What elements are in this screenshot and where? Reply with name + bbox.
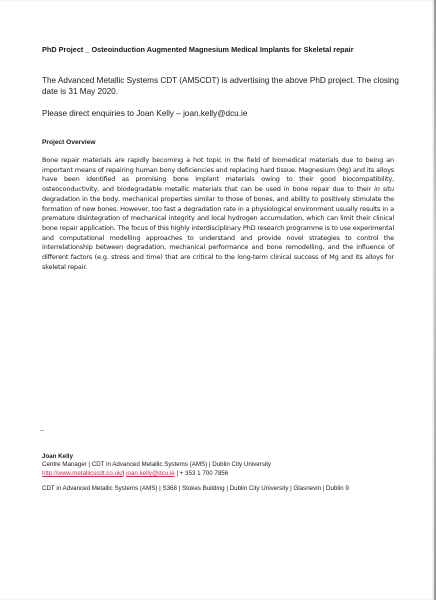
signature-role: Centre Manager | CDT in Advanced Metallic Systems (AMS) | Dublin City University xyxy=(42,461,272,469)
address-block: CDT in Advanced Metallic Systems (AMS) | S368 | Stokes Building | Dublin City University | Glasnevin | Dublin 9 xyxy=(42,485,349,492)
project-overview-paragraph xyxy=(42,156,394,272)
phone-number: | + 353 1 700 7856 xyxy=(176,469,229,477)
document-title: PhD Project _ Osteoinduction Augmented Magnesium Medical Implants for Skeletal repair xyxy=(42,45,354,54)
overview-text-part-1: Bone repair materials are rapidly becoming a hot topic in the field of biomedical materials due to being an important means of repairing human bony deficiencies and replacing hard tissue. Magnesium (Mg) and its alloys have been identified as promising bone implant materials owing to their good biocompatibility, osteoconductivity, and biodegradable metallic materials that can be used in bone repair due to their xyxy=(42,156,394,194)
enquiry-paragraph: Please direct enquiries to Joan Kelly – joan.kelly@dcu.ie xyxy=(42,109,248,118)
overview-text-part-2: degradation in the body, mechanical properties similar to those of bones, and ability to positively stimulate the formation of new bones. However, too fast a degradation rate in a physiological environment usually results in a premature disintegration of mechanical integrity and local hydrogen accumulation, which can limit their clinical bone repair application. The focus of this highly interdisciplinary PhD research programme is to use experimental and computational modelling approaches to understand and provide novel strategies to control the interrelationship between degradation, mechanical performance and bone remodelling, and the influence of different factors (e.g. stress and time) that are critical to the long-term clinical success of Mg and its alloys for skeletal repair. xyxy=(42,194,394,271)
signature-separator: -- xyxy=(40,428,44,434)
signature-name: Joan Kelly xyxy=(42,453,73,460)
signature-contact-line xyxy=(42,470,402,478)
email-link[interactable]: joan.kelly@dcu.ie xyxy=(126,469,175,477)
overview-emphasis-in-situ: in situ xyxy=(374,185,394,194)
section-heading-project-overview: Project Overview xyxy=(42,139,96,146)
contact-divider: | xyxy=(122,469,125,477)
intro-paragraph: The Advanced Metallic Systems CDT (AMSCDT) is advertising the above PhD project. The closing date is 31 May 2020. xyxy=(42,76,399,96)
website-link[interactable]: http://www.metallicscdt.co.uk/ xyxy=(42,469,123,477)
signature-block xyxy=(42,453,402,478)
